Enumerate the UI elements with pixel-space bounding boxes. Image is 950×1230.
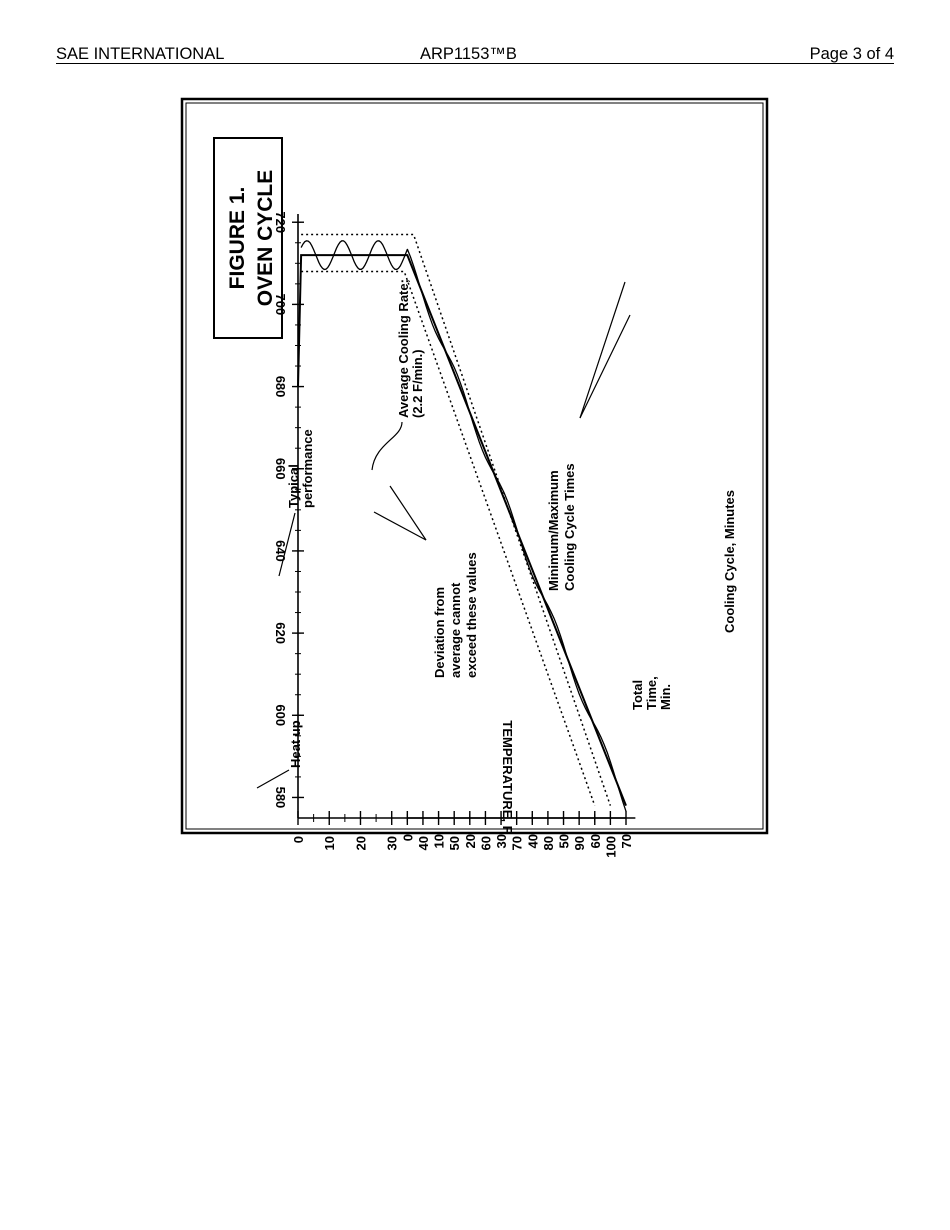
- x-axis-title-line1: Total: [630, 679, 645, 710]
- total-time-tick-label: 30: [384, 836, 400, 851]
- total-time-tick-label: 50: [447, 836, 463, 851]
- cooling-tick-label: 40: [525, 834, 541, 849]
- annotation-deviation-line3: exceed these values: [464, 552, 479, 678]
- annotation-minmax-line2: Cooling Cycle Times: [562, 463, 577, 591]
- header-document-id: ARP1153™B: [420, 45, 517, 63]
- temperature-tick-label: 640: [273, 540, 288, 562]
- y-axis-title: TEMPERATURE, F: [500, 720, 515, 834]
- average-rate-leader: [372, 422, 402, 470]
- header-rule: [56, 63, 894, 64]
- deviation-leader-1: [390, 486, 426, 540]
- annotation-average-rate-line2: (2.2 F/min.): [410, 349, 425, 418]
- total-time-tick-label: 10: [322, 836, 338, 851]
- temperature-tick-label: 580: [273, 786, 288, 809]
- annotation-deviation-line2: average cannot: [448, 582, 463, 678]
- minmax-leader-1: [580, 282, 625, 418]
- total-time-tick-label: 90: [572, 836, 588, 851]
- header-page-number: Page 3 of 4: [809, 45, 894, 63]
- cooling-tick-label: 20: [462, 834, 478, 849]
- temperature-tick-label: 620: [273, 622, 288, 644]
- cooling-tick-label: 60: [587, 834, 603, 849]
- temperature-tick-label: 680: [273, 375, 288, 398]
- total-time-tick-label: 20: [353, 836, 369, 851]
- header-organization: SAE INTERNATIONAL: [56, 45, 225, 63]
- annotation-typical-line2: performance: [300, 429, 315, 508]
- rotated-chart-group: [214, 138, 737, 858]
- figure-oven-cycle: [180, 96, 770, 858]
- cooling-tick-label: 50: [556, 834, 572, 849]
- annotation-average-rate-line1: Average Cooling Rate;: [396, 279, 411, 418]
- annotation-deviation-line1: Deviation from: [432, 586, 447, 678]
- cooling-axis-title: Cooling Cycle, Minutes: [722, 489, 737, 633]
- total-time-tick-label: 40: [415, 836, 431, 851]
- annotation-heat-up: Heat up: [288, 720, 303, 768]
- heat-up-leader: [257, 770, 289, 788]
- total-time-tick-label: 100: [603, 836, 619, 858]
- temperature-tick-label: 720: [273, 211, 288, 234]
- temperature-tick-label: 700: [273, 293, 288, 316]
- total-time-tick-label: 70: [509, 836, 525, 851]
- series-typical-performance-line: [301, 241, 626, 812]
- total-time-tick-label: 60: [478, 836, 494, 851]
- cooling-tick-label: 30: [494, 834, 510, 849]
- figure-title-line1: FIGURE 1.: [226, 186, 249, 290]
- cooling-tick-label: 0: [400, 834, 416, 842]
- temperature-tick-label: 660: [273, 457, 288, 480]
- total-time-tick-label: 0: [291, 836, 306, 844]
- oven-cycle-chart: [180, 96, 770, 858]
- figure-title-line2: OVEN CYCLE: [254, 169, 277, 307]
- minmax-leader-2: [580, 315, 630, 418]
- x-axis-title-line3: Min.: [658, 684, 673, 710]
- total-time-tick-label: 80: [540, 836, 556, 851]
- cooling-tick-label: 10: [431, 834, 447, 849]
- deviation-leader-2: [374, 512, 426, 540]
- annotation-typical-line1: Typical: [286, 464, 301, 508]
- chart-tick-labels: [273, 211, 634, 857]
- chart-axes: [292, 214, 635, 825]
- cooling-tick-label: 70: [619, 834, 634, 849]
- x-axis-title-line2: Time,: [644, 676, 659, 710]
- annotation-minmax-line1: Minimum/Maximum: [546, 470, 561, 591]
- temperature-tick-label: 600: [273, 704, 288, 727]
